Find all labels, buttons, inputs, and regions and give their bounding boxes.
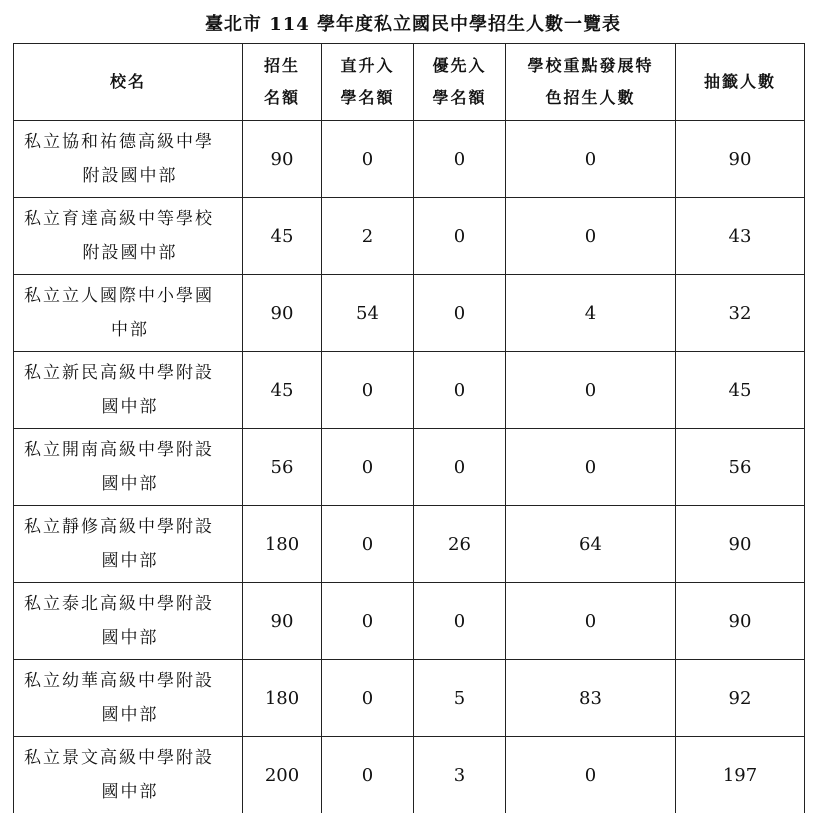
table-row — [14, 660, 805, 737]
table-row — [14, 506, 805, 583]
school-name-cell — [14, 506, 243, 583]
priority-cell: 0 — [414, 121, 506, 198]
header-quota — [243, 44, 322, 121]
direct-cell: 0 — [322, 506, 414, 583]
quota-cell: 45 — [243, 352, 322, 429]
lottery-cell: 90 — [676, 583, 805, 660]
school-name-line1: 私立幼華高級中學附設 — [24, 671, 214, 691]
lottery-cell: 197 — [676, 737, 805, 814]
lottery-cell: 45 — [676, 352, 805, 429]
school-name-line2: 國中部 — [101, 705, 159, 725]
quota-cell: 180 — [243, 506, 322, 583]
header-direct-line1: 直升入 — [340, 56, 395, 75]
special-cell: 64 — [506, 506, 676, 583]
school-name-line1: 私立泰北高級中學附設 — [24, 594, 214, 614]
priority-cell: 0 — [414, 429, 506, 506]
lottery-cell: 90 — [676, 506, 805, 583]
header-direct — [322, 44, 414, 121]
school-name-line2: 國中部 — [101, 474, 159, 494]
school-name-line2: 國中部 — [101, 628, 159, 648]
direct-cell: 54 — [322, 275, 414, 352]
direct-cell: 0 — [322, 352, 414, 429]
direct-cell: 2 — [322, 198, 414, 275]
header-row — [14, 44, 805, 121]
table-row — [14, 583, 805, 660]
lottery-cell: 43 — [676, 198, 805, 275]
header-special — [506, 44, 676, 121]
priority-cell: 3 — [414, 737, 506, 814]
lottery-cell: 32 — [676, 275, 805, 352]
school-name-cell — [14, 121, 243, 198]
quota-cell: 180 — [243, 660, 322, 737]
priority-cell: 0 — [414, 198, 506, 275]
special-cell: 83 — [506, 660, 676, 737]
school-name-cell — [14, 429, 243, 506]
priority-cell: 0 — [414, 583, 506, 660]
header-priority — [414, 44, 506, 121]
school-name-line2: 附設國中部 — [82, 166, 178, 186]
header-special-line2: 色招生人數 — [545, 88, 636, 107]
school-name-cell — [14, 660, 243, 737]
school-name-line2: 國中部 — [101, 397, 159, 417]
school-name-cell — [14, 737, 243, 814]
direct-cell: 0 — [322, 660, 414, 737]
school-name-line1: 私立開南高級中學附設 — [24, 440, 214, 460]
special-cell: 0 — [506, 198, 676, 275]
header-lottery: 抽籤人數 — [676, 44, 805, 121]
special-cell: 0 — [506, 737, 676, 814]
quota-cell: 45 — [243, 198, 322, 275]
direct-cell: 0 — [322, 737, 414, 814]
special-cell: 4 — [506, 275, 676, 352]
school-name-line1: 私立育達高級中等學校 — [24, 209, 214, 229]
header-quota-line2: 名額 — [263, 88, 300, 107]
header-school: 校名 — [14, 44, 243, 121]
quota-cell: 90 — [243, 121, 322, 198]
school-name-line2: 國中部 — [101, 551, 159, 571]
table-row — [14, 429, 805, 506]
school-name-cell — [14, 198, 243, 275]
header-special-line1: 學校重點發展特 — [527, 56, 654, 75]
priority-cell: 5 — [414, 660, 506, 737]
lottery-cell: 90 — [676, 121, 805, 198]
school-name-cell — [14, 352, 243, 429]
special-cell: 0 — [506, 583, 676, 660]
priority-cell: 26 — [414, 506, 506, 583]
school-name-line2: 中部 — [111, 320, 149, 340]
school-name-cell — [14, 275, 243, 352]
header-priority-line1: 優先入 — [432, 56, 487, 75]
priority-cell: 0 — [414, 352, 506, 429]
table-row — [14, 198, 805, 275]
quota-cell: 200 — [243, 737, 322, 814]
quota-cell: 90 — [243, 583, 322, 660]
lottery-cell: 92 — [676, 660, 805, 737]
enrollment-table — [13, 43, 805, 813]
direct-cell: 0 — [322, 429, 414, 506]
header-direct-line2: 學名額 — [340, 88, 395, 107]
header-quota-line1: 招生 — [263, 56, 300, 75]
page-title: 臺北市 114 學年度私立國民中學招生人數一覽表 — [204, 14, 622, 35]
quota-cell: 90 — [243, 275, 322, 352]
school-name-line1: 私立靜修高級中學附設 — [24, 517, 214, 537]
direct-cell: 0 — [322, 583, 414, 660]
table-row — [14, 121, 805, 198]
school-name-line1: 私立景文高級中學附設 — [24, 748, 214, 768]
lottery-cell: 56 — [676, 429, 805, 506]
school-name-line2: 附設國中部 — [82, 243, 178, 263]
table-row — [14, 737, 805, 814]
special-cell: 0 — [506, 121, 676, 198]
school-name-line1: 私立立人國際中小學國 — [24, 286, 214, 306]
priority-cell: 0 — [414, 275, 506, 352]
school-name-line1: 私立新民高級中學附設 — [24, 363, 214, 383]
table-row — [14, 352, 805, 429]
school-name-line1: 私立協和祐德高級中學 — [24, 132, 214, 152]
header-priority-line2: 學名額 — [432, 88, 487, 107]
special-cell: 0 — [506, 352, 676, 429]
direct-cell: 0 — [322, 121, 414, 198]
special-cell: 0 — [506, 429, 676, 506]
school-name-line2: 國中部 — [101, 782, 159, 802]
school-name-cell — [14, 583, 243, 660]
table-row — [14, 275, 805, 352]
quota-cell: 56 — [243, 429, 322, 506]
